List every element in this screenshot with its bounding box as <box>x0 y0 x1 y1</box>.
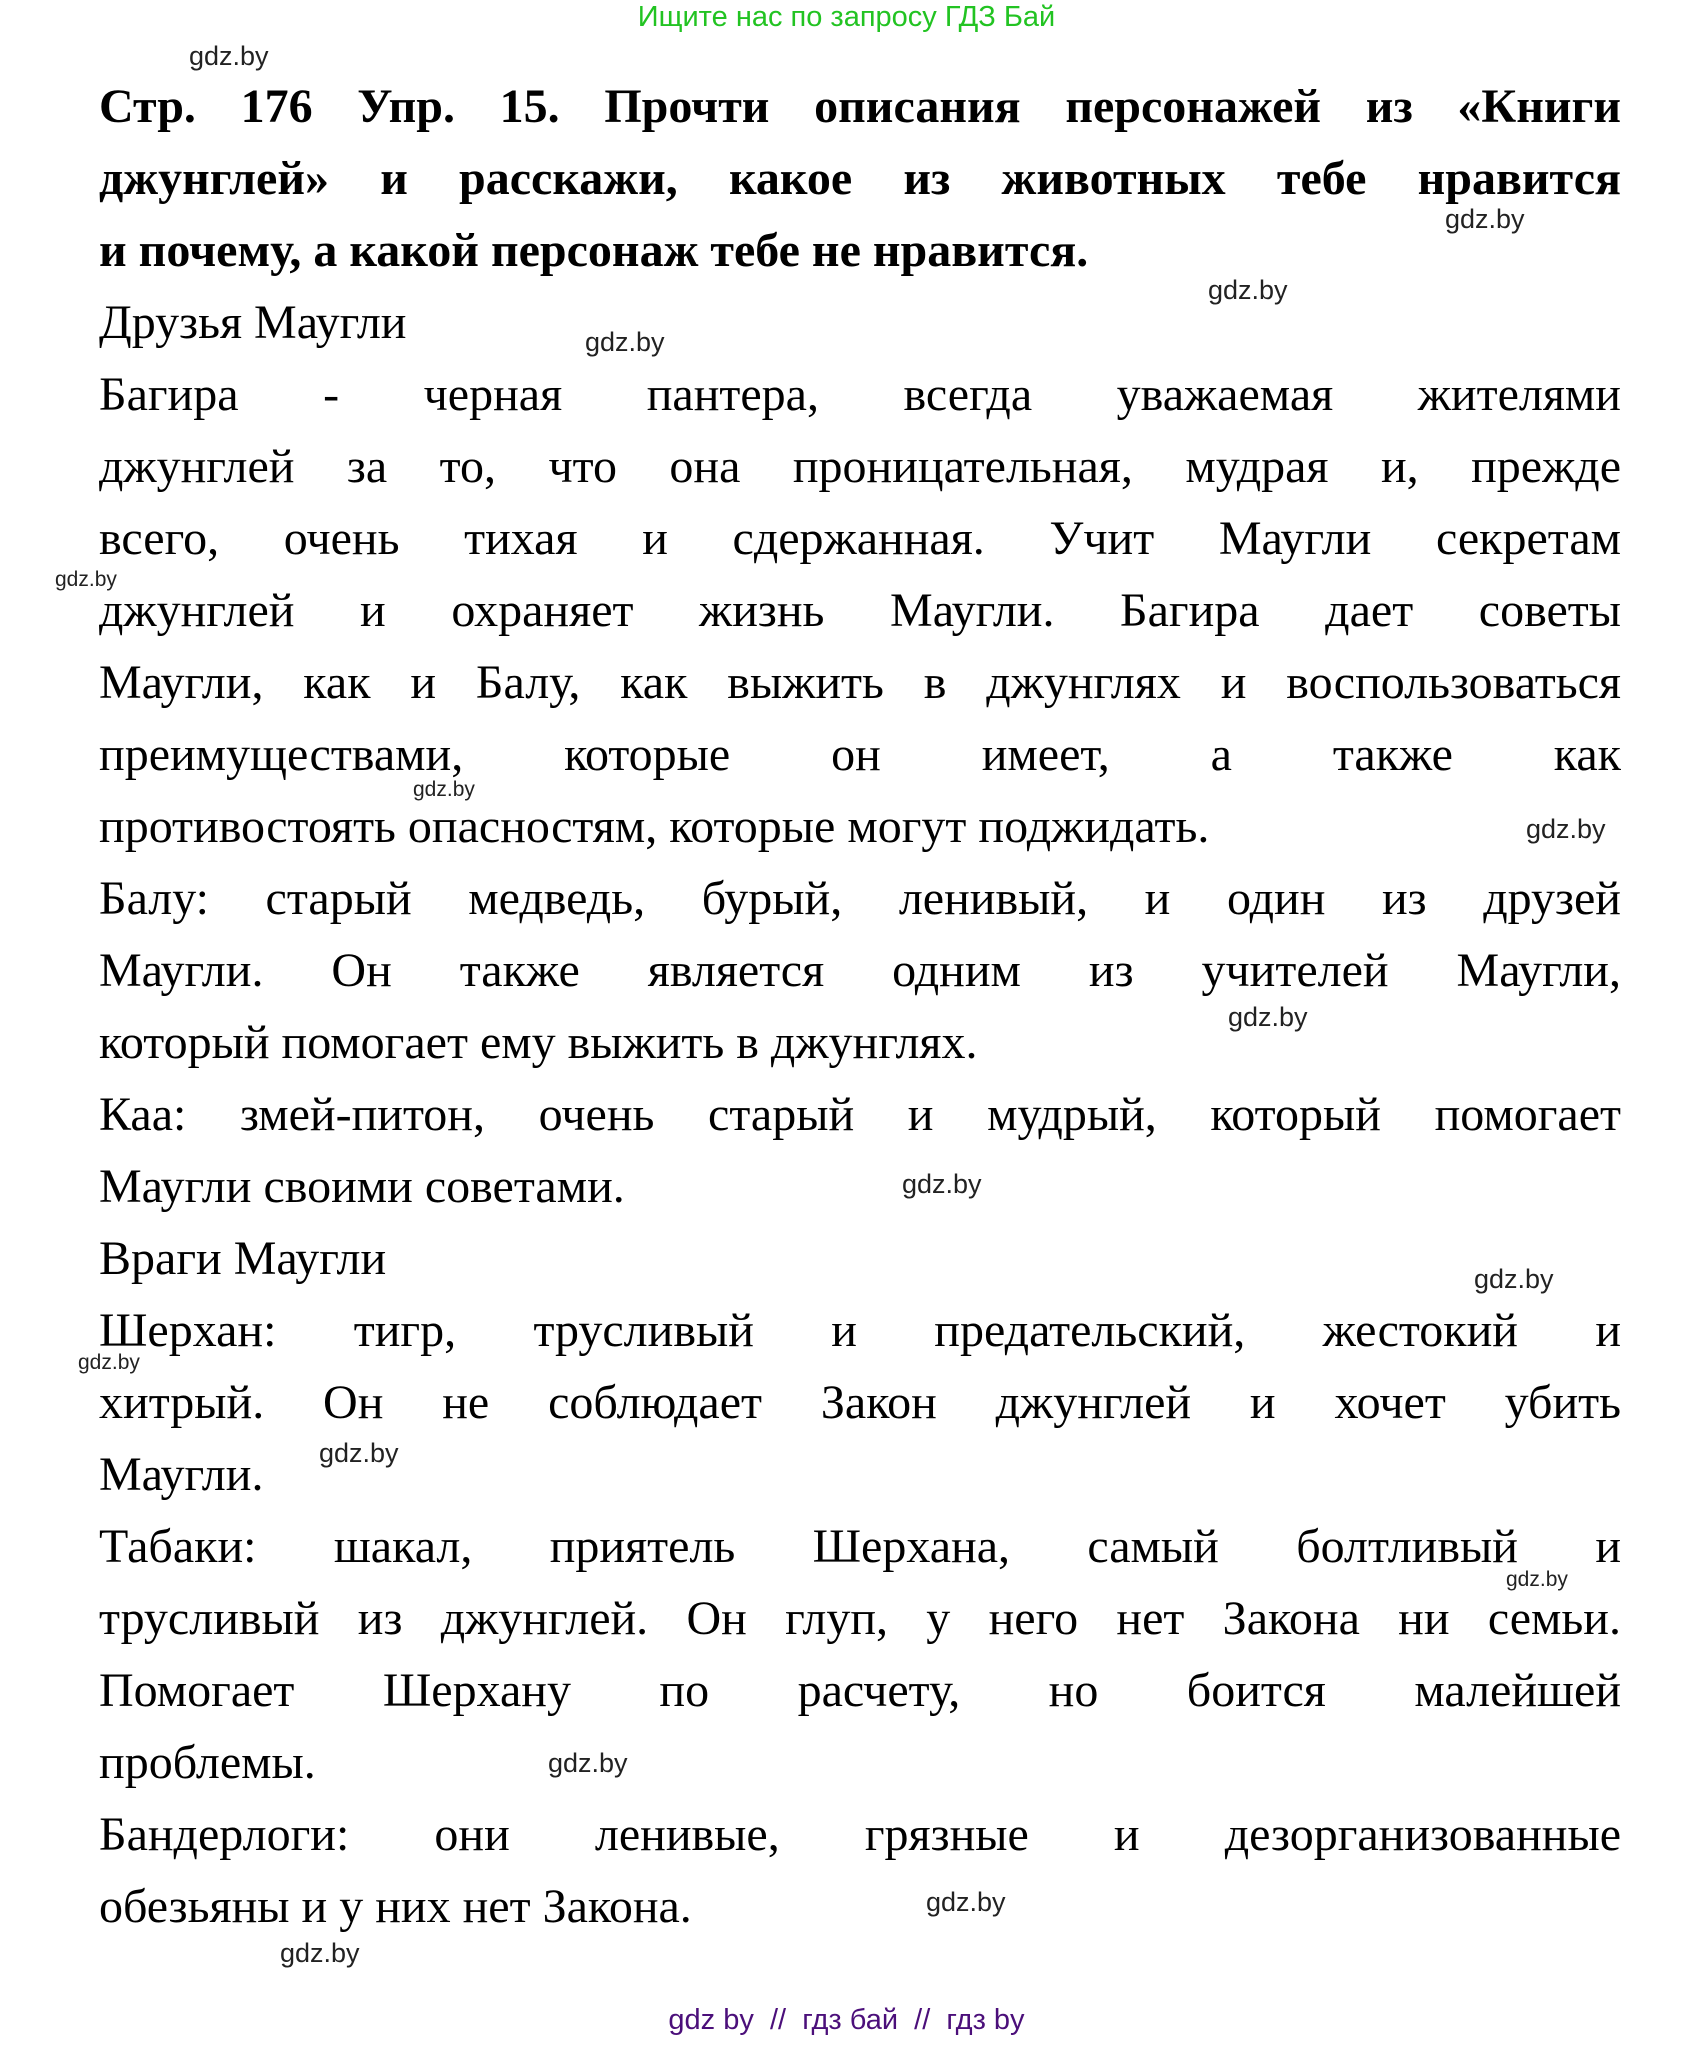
watermark: gdz.by <box>1506 1568 1568 1591</box>
text-line: джунглей за то, что она проницательная, мудрая и, прежде <box>99 440 1621 493</box>
text-line: Каа: змей-питон, очень старый и мудрый, который помогает <box>99 1088 1621 1141</box>
exercise-text <box>99 71 1621 1943</box>
watermark: gdz.by <box>1228 1002 1308 1032</box>
watermark: gdz.by <box>902 1169 982 1199</box>
watermark: gdz.by <box>1208 275 1288 305</box>
watermark: gdz.by <box>189 41 269 71</box>
exercise-title: Стр. 176 Упр. 15. Прочти описания персонажей из «Книги <box>99 80 1621 133</box>
text-line: всего, очень тихая и сдержанная. Учит Маугли секретам <box>99 512 1621 565</box>
watermark: gdz.by <box>585 327 665 357</box>
exercise-title: джунглей» и расскажи, какое из животных тебе нравится <box>99 152 1621 205</box>
text-line: обезьяны и у них нет Закона. <box>99 1880 692 1933</box>
search-banner: Ищите нас по запросу ГДЗ Бай <box>637 1 1056 33</box>
watermark: gdz.by <box>78 1351 140 1374</box>
text-line: Маугли своими советами. <box>99 1160 625 1213</box>
text-line: хитрый. Он не соблюдает Закон джунглей и хочет убить <box>99 1376 1621 1429</box>
section-heading-friends: Друзья Маугли <box>99 296 407 349</box>
text-line: трусливый из джунглей. Он глуп, у него нет Закона ни семьи. <box>99 1592 1621 1645</box>
text-line: Балу: старый медведь, бурый, ленивый, и один из друзей <box>99 872 1621 925</box>
watermark: gdz.by <box>926 1887 1006 1917</box>
text-line: Багира - черная пантера, всегда уважаемая жителями <box>99 368 1621 421</box>
text-line: Маугли, как и Балу, как выжить в джунглях и воспользоваться <box>99 656 1621 709</box>
watermark: gdz.by <box>1445 204 1525 234</box>
watermark: gdz.by <box>1474 1264 1554 1294</box>
text-line: джунглей и охраняет жизнь Маугли. Багира дает советы <box>99 584 1621 637</box>
text-line: Маугли. <box>99 1448 264 1501</box>
text-line: Бандерлоги: они ленивые, грязные и дезорганизованные <box>99 1808 1621 1861</box>
watermark: gdz.by <box>280 1938 360 1968</box>
text-line: Маугли. Он также является одним из учителей Маугли, <box>99 944 1621 997</box>
text-line: противостоять опасностям, которые могут поджидать. <box>99 800 1210 853</box>
text-line: преимуществами, которые он имеет, а также как <box>99 728 1621 781</box>
watermark: gdz.by <box>413 778 475 801</box>
text-line: который помогает ему выжить в джунглях. <box>99 1016 978 1069</box>
text-line: Помогает Шерхану по расчету, но боится малейшей <box>99 1664 1621 1717</box>
watermark: gdz.by <box>548 1748 628 1778</box>
footer-links: gdz by // гдз бай // гдз by <box>668 2004 1025 2036</box>
text-line: Шерхан: тигр, трусливый и предательский, жестокий и <box>99 1304 1621 1357</box>
watermark: gdz.by <box>55 568 117 591</box>
exercise-title: и почему, а какой персонаж тебе не нравится. <box>99 224 1089 277</box>
watermark: gdz.by <box>1526 814 1606 844</box>
text-line: Табаки: шакал, приятель Шерхана, самый болтливый и <box>99 1520 1621 1573</box>
text-line: проблемы. <box>99 1736 316 1789</box>
section-heading-enemies: Враги Маугли <box>99 1232 387 1285</box>
watermark: gdz.by <box>319 1438 399 1468</box>
